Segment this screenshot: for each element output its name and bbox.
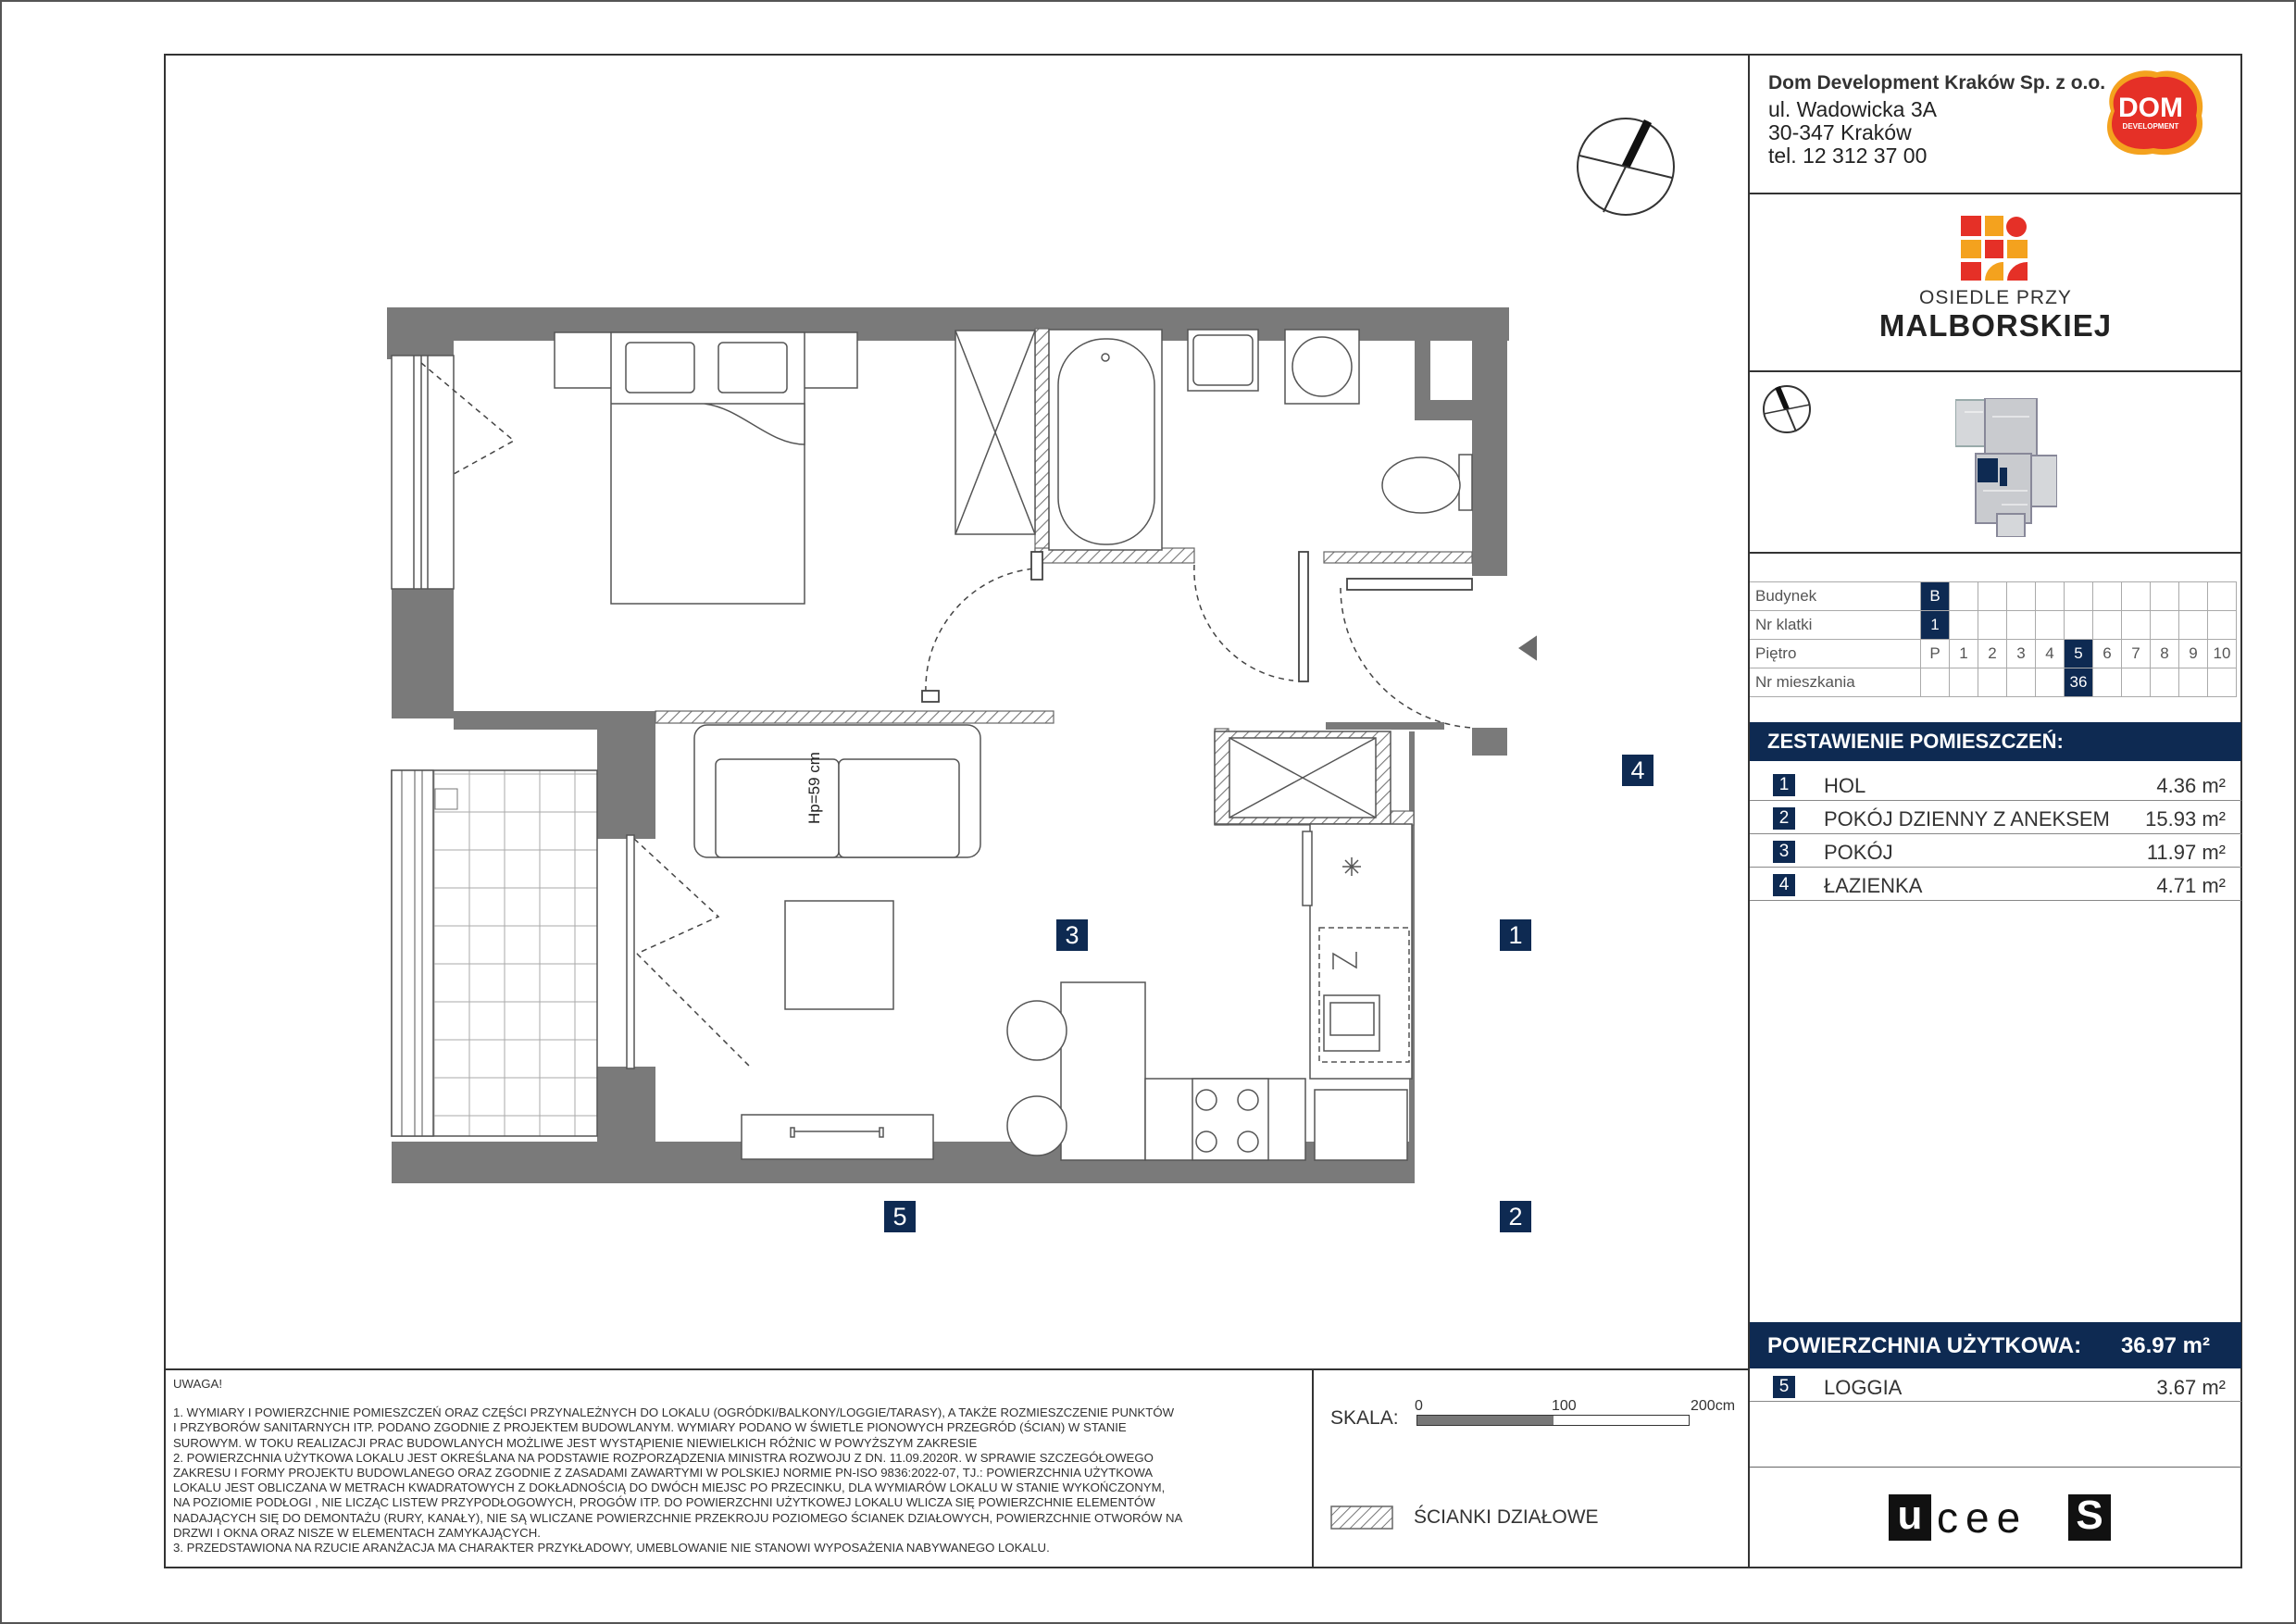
usable-area-label: POWIERZCHNIA UŻYTKOWA: xyxy=(1767,1333,2082,1358)
notes-block xyxy=(173,1377,1303,1555)
sofa xyxy=(694,725,980,857)
bathroom-fixtures xyxy=(1049,330,1472,550)
ucees-s: S xyxy=(2068,1494,2111,1541)
note-line: LOKALU JEST OBLICZANA W METRACH KWADRATOWYCH Z DOKŁADNOŚCIĄ DO DWÓCH MIEJSC PO PRZECINKU, DLA WYMIARÓW LOKALU W STANIE WYKOŃCZONYM, xyxy=(173,1480,1166,1495)
scale-label: SKALA: xyxy=(1330,1407,1399,1429)
dining-bar xyxy=(1007,982,1145,1160)
floor-cell: 10 xyxy=(2208,640,2237,668)
floor-plan xyxy=(370,296,1645,1230)
floor-cell: 8 xyxy=(2151,640,2179,668)
rooms-title: ZESTAWIENIE POMIESZCZEŃ: xyxy=(1750,722,2241,761)
room-number: 1 xyxy=(1773,774,1795,796)
floor-cell-selected: 5 xyxy=(2065,640,2093,668)
location-table xyxy=(1750,581,2237,697)
usable-area-bar xyxy=(1750,1322,2241,1368)
label-klatka: Nr klatki xyxy=(1750,611,1921,640)
room-name: POKÓJ xyxy=(1824,841,1893,864)
room-row xyxy=(1750,834,2241,868)
room-label-1: 1 xyxy=(1500,919,1531,951)
notes-title: UWAGA! xyxy=(173,1377,222,1391)
ucees-u: u xyxy=(1889,1494,1931,1541)
fridge-snowflake-icon xyxy=(1342,857,1361,876)
compass-small-icon xyxy=(1759,381,1815,437)
room-name: POKÓJ DZIENNY Z ANEKSEM xyxy=(1824,807,2110,831)
floor-cell: 6 xyxy=(2093,640,2122,668)
floor-cell: 4 xyxy=(2036,640,2065,668)
note-line: I PRZYBORÓW SANITARNYCH ITP. PODANO ZGODNIE Z PROJEKTEM BUDOWLANYM. WYMIARY PODANO W ŚWIETLE PIONOWYCH PRZEGRÓD (ŚCIAN) W STANIE xyxy=(173,1420,1127,1435)
company-street: ul. Wadowicka 3A xyxy=(1768,97,1937,121)
company-city: 30-347 Kraków xyxy=(1768,120,1912,144)
floor-cell: 9 xyxy=(2179,640,2208,668)
room-area: 15.93 m² xyxy=(2145,807,2226,831)
notes-divider xyxy=(164,1368,1750,1370)
room-name: HOL xyxy=(1824,774,1866,797)
value-budynek: B xyxy=(1921,582,1950,611)
room-number: 2 xyxy=(1773,807,1795,830)
entrance-arrow-icon xyxy=(1518,631,1537,666)
scale-tick-0: 0 xyxy=(1415,1398,1423,1414)
room-number: 4 xyxy=(1773,874,1795,896)
room-row xyxy=(1750,868,2241,901)
hatch-legend-icon xyxy=(1330,1505,1393,1530)
company-phone: tel. 12 312 37 00 xyxy=(1768,144,1928,168)
legend-label: ŚCIANKI DZIAŁOWE xyxy=(1414,1506,1599,1528)
company-header xyxy=(1750,54,2241,193)
note-line: 2. POWIERZCHNIA UŻYTKOWA LOKALU JEST OKREŚLANA NA PODSTAWIE ROZPORZĄDZENIA MINISTRA ROZWOJU Z DN. 11.09.2020R. W SPRAWIE SZCZEGÓŁOWEGO xyxy=(173,1450,1154,1465)
company-name: Dom Development Kraków Sp. z o.o. xyxy=(1768,72,2106,94)
key-plan-section xyxy=(1750,372,2241,552)
scale-bar xyxy=(1416,1415,1690,1426)
coffee-table xyxy=(785,901,893,1009)
door-leaves xyxy=(922,552,1472,702)
wardrobe xyxy=(955,331,1035,534)
dom-development-logo xyxy=(2092,65,2209,159)
room-label-4: 4 xyxy=(1622,755,1653,786)
divider xyxy=(1750,1467,2241,1468)
room-number: 3 xyxy=(1773,841,1795,863)
kitchen xyxy=(1145,731,1412,1160)
floor-cell: 3 xyxy=(2007,640,2036,668)
row-pietro xyxy=(1750,640,2237,668)
room-label-5: 5 xyxy=(884,1201,916,1232)
project-logo-icon xyxy=(1961,216,2028,281)
loggia-name: LOGGIA xyxy=(1824,1376,1903,1399)
value-mieszkanie: 36 xyxy=(2065,668,2093,697)
note-line: 1. WYMIARY I POWIERZCHNIE POMIESZCZEŃ ORAZ CZĘŚCI PRZYNALEŻNYCH DO LOKALU (OGRÓDKI/BALKONY/LOGGIE/TARASY), A TAKŻE ROZMIESZCZENIE PUNKTÓW xyxy=(173,1405,1175,1420)
room-row xyxy=(1750,768,2241,801)
row-budynek xyxy=(1750,582,2237,611)
floor-cell: 7 xyxy=(2122,640,2151,668)
room-row xyxy=(1750,801,2241,834)
room-name: ŁAZIENKA xyxy=(1824,874,1923,897)
floor-cell: 1 xyxy=(1950,640,1978,668)
loggia-area: 3.67 m² xyxy=(2156,1376,2226,1399)
key-plan-icon xyxy=(1955,398,2057,537)
floor-cell: P xyxy=(1921,640,1950,668)
note-line: SUROWYM. W TOKU REALIZACJI PRAC BUDOWLANYCH MOŻLIWE JEST WYSTĄPIENIE NIEWIELKICH RÓŻNIC W POWYŻSZYM ZAKRESIE xyxy=(173,1435,978,1450)
loggia-row xyxy=(1750,1369,2241,1402)
note-line: NA POZIOMIE PODŁOGI , NIE LICZĄC LISTEW PRZYPODŁOGOWYCH, PROGÓW ITP. DO POWIERZCHNI UŻYTKOWEJ LOKALU WLICZA SIĘ POWIERZCHNIE ELEMENTÓW xyxy=(173,1495,1155,1510)
tv-cabinet xyxy=(742,1115,933,1159)
room-area: 4.36 m² xyxy=(2156,774,2226,797)
scale-bar-fill xyxy=(1417,1416,1554,1425)
value-klatka: 1 xyxy=(1921,611,1950,640)
note-line: NADAJĄCYCH SIĘ DO DEMONTAŻU (RURY, KANAŁY), NIE SĄ WLICZANE POWIERZCHNIE PRZEKROJU POZIOMEGO ŚCIANEK DZIAŁOWYCH, POWIERZCHNIE OTWORÓW NA xyxy=(173,1510,1183,1525)
logo-sub: DEVELOPMENT xyxy=(2122,122,2179,131)
ucees-cee: cee xyxy=(1937,1493,2028,1542)
window-height-label: Hp=59 cm xyxy=(805,752,823,824)
usable-area-value: 36.97 m² xyxy=(2120,1333,2210,1358)
scale-tick-100: 100 xyxy=(1552,1398,1577,1414)
north-compass-icon xyxy=(1574,115,1678,219)
label-pietro: Piętro xyxy=(1750,640,1921,668)
project-name-line2: MALBORSKIEJ xyxy=(1878,308,2113,343)
note-line: DRZWI I OKNA ORAZ NISZE W ELEMENTACH ZAMYKAJĄCYCH. xyxy=(173,1525,541,1540)
label-mieszkanie: Nr mieszkania xyxy=(1750,668,1921,697)
scale-divider xyxy=(1312,1368,1314,1568)
room-area: 4.71 m² xyxy=(2156,874,2226,897)
room-label-2: 2 xyxy=(1500,1201,1531,1232)
row-klatka xyxy=(1750,611,2237,640)
project-logo xyxy=(1750,194,2241,370)
floor-cell: 2 xyxy=(1978,640,2007,668)
note-line: ZAKRESU I FORMY PROJEKTU BUDOWLANEGO ORAZ ZGODNIE Z ZASADAMI ZAWARTYMI W POLSKIEJ NORMIE PN-ISO 9836:2022-07, TJ.: POWIERZCHNIA UŻYTKOWA xyxy=(173,1466,1154,1480)
loggia-number: 5 xyxy=(1773,1376,1795,1398)
note-line: 3. PRZEDSTAWIONA NA RZUCIE ARANŻACJA MA CHARAKTER PRZYKŁADOWY, UMEBLOWANIE NIE STANOWI WYPOSAŻENIA NABYWANEGO LOKALU. xyxy=(173,1541,1050,1555)
logo-text: DOM xyxy=(2118,93,2183,123)
room-area: 11.97 m² xyxy=(2146,841,2226,864)
room-label-3: 3 xyxy=(1056,919,1088,951)
project-name-line1: OSIEDLE PRZY xyxy=(1919,287,2072,308)
label-budynek: Budynek xyxy=(1750,582,1921,611)
double-bed xyxy=(555,332,857,604)
divider xyxy=(1750,552,2241,554)
scale-tick-200: 200cm xyxy=(1691,1398,1736,1414)
row-mieszkanie xyxy=(1750,668,2237,697)
